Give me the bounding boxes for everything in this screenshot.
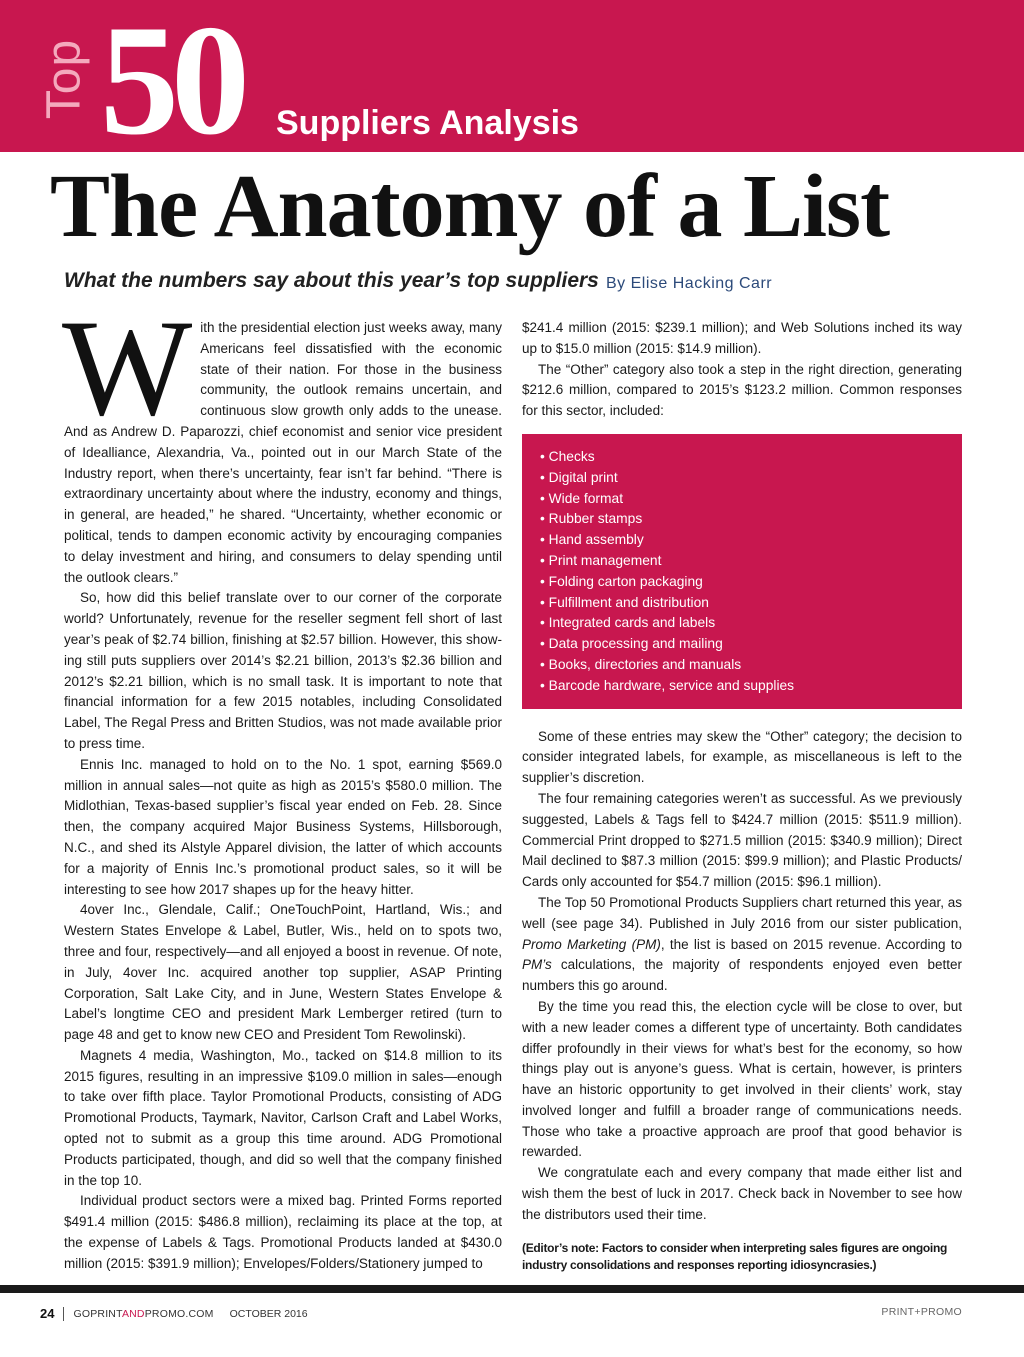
list-item: • Data processing and mailing	[540, 636, 723, 652]
list-item: • Digital print	[540, 469, 618, 485]
issue-date: OCTOBER 2016	[229, 1307, 308, 1320]
paragraph-8: The “Other” category also took a step in the right direction, generating $212.6 million, compared to 2015’s $123.2 million. Common responses for this sector, included:	[522, 361, 962, 419]
banner-subtitle: Suppliers Analysis	[276, 104, 579, 142]
paragraph-9: Some of these entries may skew the “Other” category; the decision to consider integrated labels, for example, as miscellaneous is left to the supplier’s discretion.	[522, 728, 962, 786]
list-item: • Hand assembly	[540, 532, 644, 548]
website-url: GOPRINTANDPROMO.COM	[73, 1307, 214, 1320]
article-column-left	[62, 291, 502, 1275]
list-item: • Folding carton packaging	[540, 573, 703, 589]
list-item: • Books, directories and manuals	[540, 656, 742, 672]
page-number: 24	[40, 1306, 55, 1321]
big-number-50: 50	[100, 0, 242, 152]
footer-rule	[0, 1285, 1024, 1293]
paragraph-5: Magnets 4 media, Washington, Mo., tacked on $14.8 million to its 2015 figures, resulting in an impressive $109.0 million in sales—enough to take over fifth place. Taylor Promotional Products, consisting of ADG Promotional Products, Taymark, Navitor, Carlson Craft and Label Works, opted not to submit as a group this time around. ADG Promotional Products participated, though, and did so well that the company finished in the top 10.	[64, 1047, 502, 1188]
paragraph-10: The four remaining categories weren’t as successful. As we previously suggested, Labels & Tags fell to $424.7 million (2015: $511.9 million). Commercial Print dropped to $271.5 million (2015: $340.9 million); Direct Mail declined to $87.3 million (2015: $99.9 million); and Plastic Products/ Cards only accounted for $54.7 million (2015: $96.1 million).	[522, 790, 962, 890]
byline: By Elise Hacking Carr	[606, 275, 773, 292]
top-word-text: Top	[37, 38, 91, 120]
list-item: • Fulfillment and distribution	[540, 594, 709, 610]
footer-left	[40, 1306, 308, 1321]
other-category-list	[522, 434, 962, 709]
list-item: • Checks	[540, 448, 595, 464]
paragraph-7: $241.4 million (2015: $239.1 million); and Web Solutions inched its way up to $15.0 million (2015: $14.9 million).	[522, 320, 962, 356]
paragraph-6: Individual product sectors were a mixed bag. Printed Forms reported $491.4 million (2015: $486.8 million), reclaiming its place at the top, at the expense of Labels & Tags. Promotional Products landed at $430.0 million (2015: $391.9 million); Envelopes/Folders/Stationery jumped to	[64, 1193, 502, 1271]
paragraph-4: 4over Inc., Glendale, Calif.; OneTouchPoint, Hartland, Wis.; and Western States Envelope & Label, Butler, Wis., held on to spots two, three and four, respectively—and all enjoyed a boost in revenue. Of note, in July, 4over Inc. acquired another top supplier, ASAP Printing Corporation, Salt Lake City, and in June, Western States Envelope & Label’s longtime CEO and president Mark Lemberger retired (turn to page 48 and get to know new CEO and President Tom Rewolinski).	[64, 902, 502, 1043]
magazine-name: PRINT+PROMO	[881, 1306, 962, 1318]
list-item: • Wide format	[540, 490, 624, 506]
editors-note: (Editor’s note: Factors to consider when interpreting sales figures are ongoing industry consolidations and responses reporting idiosyncrasies.)	[522, 1240, 948, 1272]
list-item: • Barcode hardware, service and supplies	[540, 677, 795, 693]
publication-abbrev: PM’s	[522, 957, 552, 973]
paragraph-13: We congratulate each and every company that made either list and wish them the best of luck in 2017. Check back in November to see how the distributors used their time.	[522, 1165, 962, 1222]
headline: The Anatomy of a List	[50, 157, 890, 256]
publication-name: Promo Marketing (PM)	[522, 936, 661, 952]
paragraph-11: The Top 50 Promotional Products Suppliers chart returned this year, as well (see page 34). Published in July 2016 from our sister publication, Promo Marketing (PM), the list is based on 2015 revenue. According to PM’s calculations, the majority of respondents enjoyed even better numbers this go around.	[522, 894, 963, 994]
title-banner	[0, 0, 1024, 152]
drop-cap: W	[62, 291, 193, 444]
deck: What the numbers say about this year’s top suppliers	[64, 269, 599, 292]
paragraph-2: So, how did this belief translate over to our corner of the corporate world? Unfortunately, revenue for the reseller segment fell short of last year’s peak of $2.74 billion, finishing at $2.57 billion. However, this show-ing still puts suppliers over 2014’s $2.21 billion, 2013’s $2.36 billion and 2012’s $2.21 billion, which is no small task. It is important to note that financial information for a few 2015 notables, including Consolidated Label, The Regal Press and Britten Studios, was not made available prior to press time.	[64, 590, 502, 751]
list-item: • Print management	[540, 552, 662, 568]
paragraph-1-text: ith the presidential election just weeks away, many Americans feel dissatisfied with the economic state of their nation. For those in the business community, the outlook remains uncertain, and continuous slow growth only adds to the unease. And as Andrew D. Paparozzi, chief economist and senior vice president of Idealliance, Alexandria, Va., pointed out in our March State of the Industry report, when there’s uncertainty, fear isn’t far behind. “There is extraordinary uncertainty about where the industry, economy and things, in general, are headed,” he shared. “Uncertainty, whether economic or political, tends to dampen economic activity by encouraging companies to delay investment and hiring, and consumers to delay spending until the outlook clears.”	[64, 320, 502, 585]
paragraph-1	[62, 291, 502, 588]
list-item: • Integrated cards and labels	[540, 615, 716, 631]
list-item: • Rubber stamps	[540, 511, 643, 527]
footer-divider	[63, 1307, 64, 1321]
article-column-right	[522, 318, 962, 1274]
paragraph-3: Ennis Inc. managed to hold on to the No. 1 spot, earning $569.0 million in annual sales—not quite as high as 2015’s $580.0 million. The Midlothian, Texas-based supplier’s fiscal year ended on Feb. 28. Since then, the company acquired Major Business Systems, Hillsborough, N.C., and shed its Alstyle Apparel division, the latter of which accounts for a majority of Ennis Inc.’s promotional product sales, so it will be interesting to see how 2017 shapes up for the heavy hitter.	[64, 756, 502, 897]
paragraph-12: By the time you read this, the election cycle will be close to over, but with a new leader comes a different type of uncertainty. Both candidates differ profoundly in their views for what’s best for the economy, so how things play out is anyone’s guess. What is certain, however, is printers have an historic opportunity to get involved in their clients’ work, stay involved longer and fulfill a broader range of communications needs. Those who take a proactive approach are proof that good behavior is rewarded.	[522, 998, 962, 1160]
top-word	[34, 24, 94, 134]
